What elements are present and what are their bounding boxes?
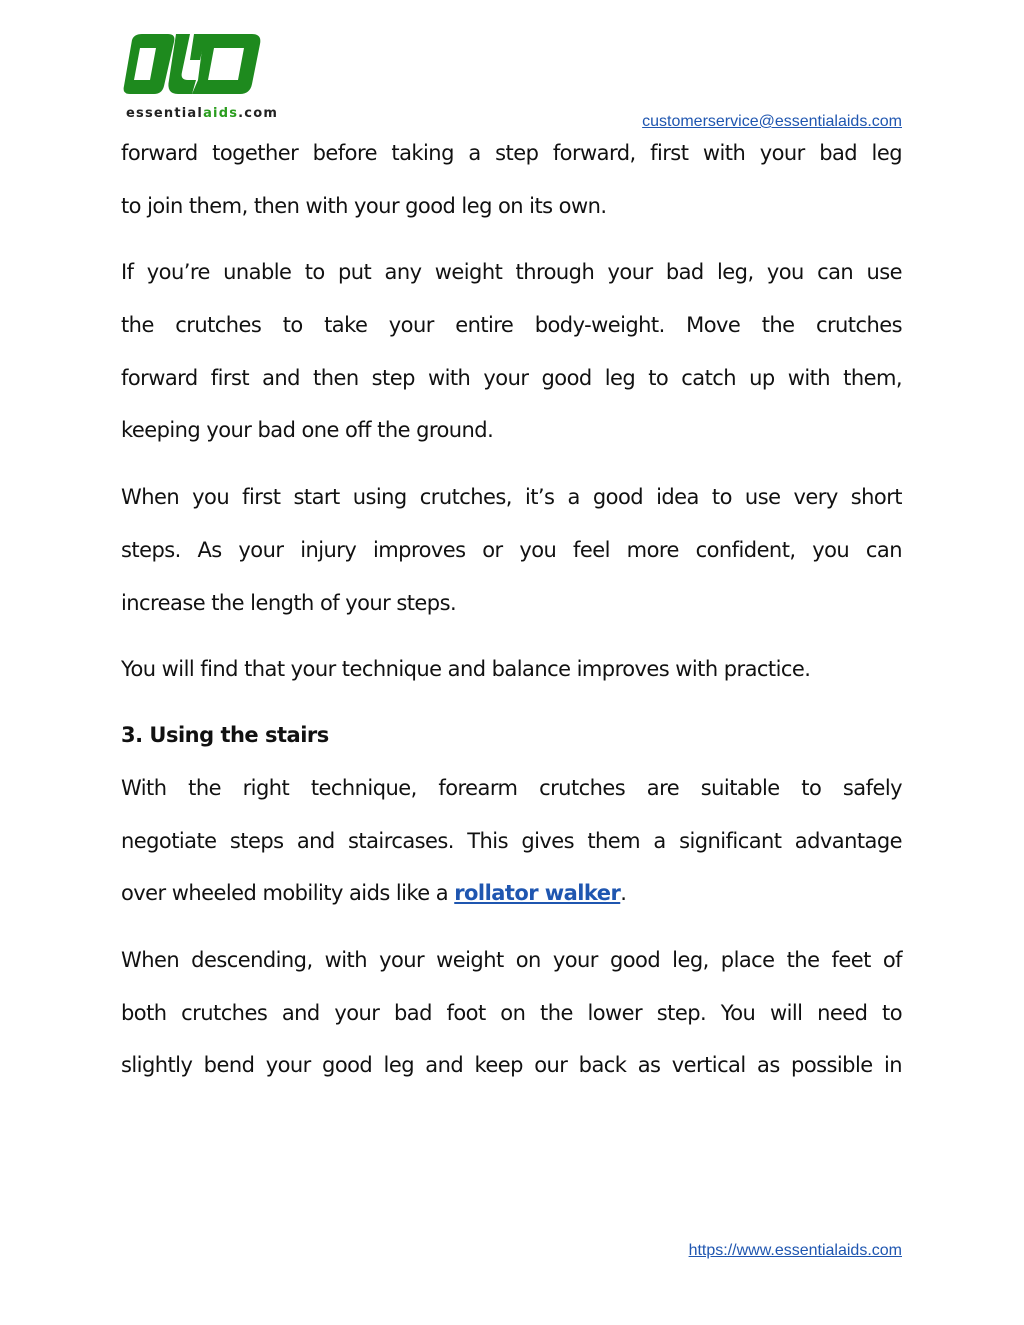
text-line: the crutches to take your entire body-weight. Move the crutches (121, 313, 902, 338)
text-line: keeping your bad one off the ground. (121, 418, 494, 443)
paragraph-5 (121, 767, 902, 925)
customer-service-email-link[interactable]: customerservice@essentialaids.com (642, 113, 902, 130)
text-line: both crutches and your bad foot on the lower step. You will need to (121, 1000, 902, 1025)
text-fragment: . (620, 881, 627, 906)
text-line: forward first and then step with your good leg to catch up with them, (121, 365, 902, 390)
text-line: With the right technique, forearm crutches are suitable to safely (121, 775, 902, 800)
rollator-walker-link[interactable]: rollator walker (454, 881, 621, 906)
logo-wordmark (126, 106, 278, 121)
section-heading: 3. Using the stairs (121, 722, 329, 747)
logo-text-highlight: aids (203, 106, 239, 121)
logo-text-suffix: .com (238, 106, 279, 121)
text-line: to join them, then with your good leg on its own. (121, 193, 607, 218)
text-fragment: over wheeled mobility aids like a (121, 881, 455, 906)
paragraph-3 (121, 476, 902, 634)
logo-mark-icon (120, 30, 280, 102)
text-line: forward together before taking a step forward, first with your bad leg (121, 141, 902, 165)
text-line: You will find that your technique and balance improves with practice. (121, 657, 811, 682)
paragraph-6 (121, 939, 902, 1097)
text-line: negotiate steps and staircases. This gives them a significant advantage (121, 828, 902, 853)
text-line: When you first start using crutches, it’s a good idea to use very short (121, 485, 902, 510)
text-line: If you’re unable to put any weight through your bad leg, you can use (121, 260, 902, 285)
paragraph-4 (121, 648, 902, 701)
paragraph-2 (121, 251, 902, 462)
text-line: steps. As your injury improves or you feel more confident, you can (121, 537, 902, 562)
text-line: slightly bend your good leg and keep our back as vertical as possible in (121, 1053, 902, 1078)
text-line: increase the length of your steps. (121, 590, 457, 615)
document-body (121, 132, 902, 1097)
logo-text-prefix: essential (126, 106, 204, 121)
paragraph-1 (121, 132, 902, 237)
essentialaids-logo (120, 30, 300, 126)
text-line-with-link (121, 872, 902, 925)
website-url-link[interactable]: https://www.essentialaids.com (688, 1242, 902, 1259)
text-line: When descending, with your weight on your good leg, place the feet of (121, 947, 902, 972)
